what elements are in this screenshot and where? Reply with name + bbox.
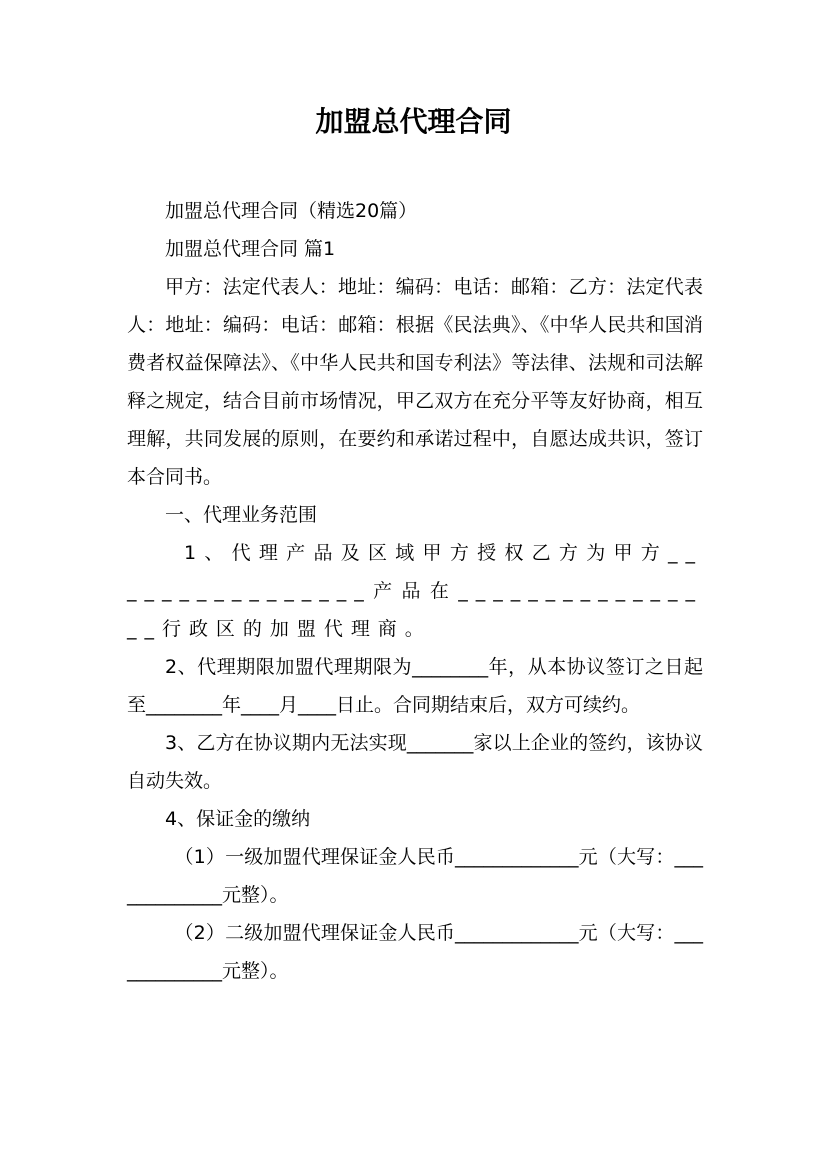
paragraph-clause-2: 2、代理期限加盟代理期限为________年，从本协议签订之日起至________年____月____日止。合同期结束后，双方可续约。	[127, 656, 703, 716]
paragraph-subtitle: 加盟总代理合同（精选20篇）	[165, 200, 418, 222]
paragraph-deposit-level-1: （1）一级加盟代理保证金人民币_____________元（大写：_____________元整）。	[127, 846, 703, 906]
document-title: 加盟总代理合同	[315, 105, 512, 138]
paragraph-scope-heading: 一、代理业务范围	[165, 504, 318, 526]
paragraph-clause-1: 1、代理产品及区域甲方授权乙方为甲方________________产品在________________行政区的加盟代理商。	[127, 542, 703, 640]
paragraph-clause-4: 4、保证金的缴纳	[165, 808, 311, 830]
paragraph-parties: 甲方：法定代表人：地址：编码：电话：邮箱：乙方：法定代表人：地址：编码：电话：邮箱：根据《民法典》、《中华人民共和国消费者权益保障法》、《中华人民共和国专利法》等法律、法规和司法解释之规定，结合目前市场情况，甲乙双方在充分平等友好协商，相互理解，共同发展的原则，在要约和承诺过程中，自愿达成共识，签订本合同书。	[127, 276, 703, 488]
paragraph-deposit-level-2: （2）二级加盟代理保证金人民币_____________元（大写：_____________元整）。	[127, 922, 703, 982]
paragraph-clause-3: 3、乙方在协议期内无法实现_______家以上企业的签约，该协议自动失效。	[127, 732, 703, 792]
paragraph-section-heading: 加盟总代理合同 篇1	[165, 238, 336, 260]
document-body	[127, 192, 703, 990]
